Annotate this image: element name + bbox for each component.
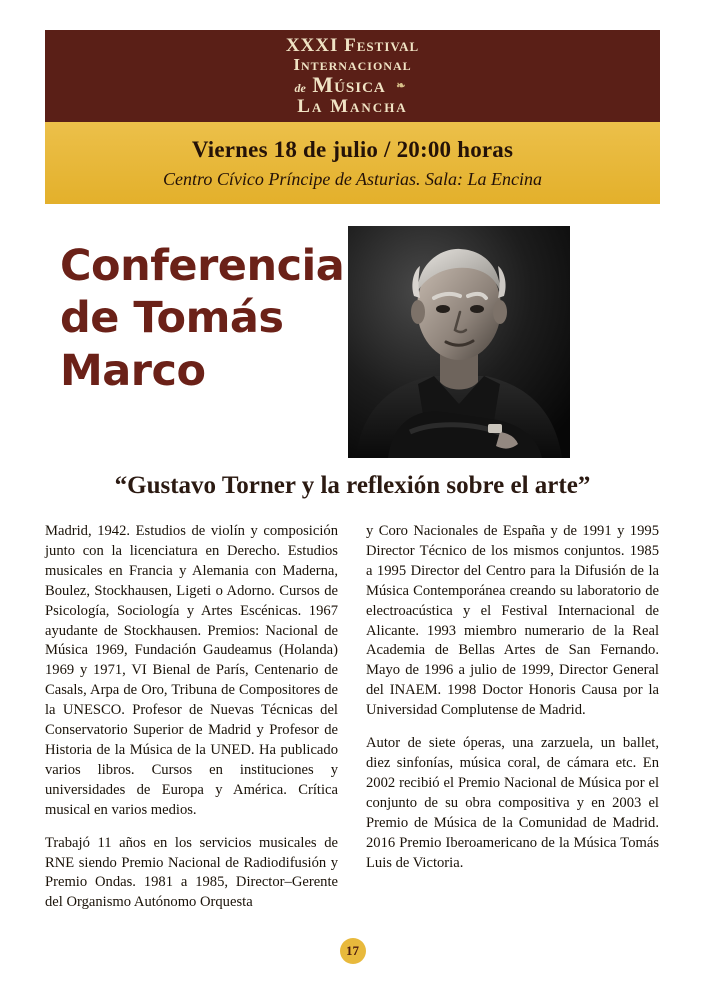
festival-logo-line-3 bbox=[286, 74, 419, 96]
conference-quote-title: “Gustavo Torner y la reflexión sobre el arte” bbox=[114, 472, 591, 499]
page-number-badge: 17 bbox=[340, 938, 366, 964]
festival-logo-musica: Música bbox=[312, 72, 386, 97]
flourish-icon: ❧ bbox=[396, 80, 407, 93]
paragraph: y Coro Nacionales de España y de 1991 y 1995 Director Técnico de los mismos conjuntos. 1985 a 1995 Director del Centro para la Difusión de la Música Contemporánea creando su laboratorio de electroacústica y el Festival Internacional de Alicante. 1993 miembro numerario de la Real Academia de Bellas Artes de San Fernando. Mayo de 1996 a julio de 1999, Director General del INAEM. 1998 Doctor Honoris Causa por la Universidad Complutense de Madrid. bbox=[366, 523, 659, 719]
festival-logo-line-1: XXXI Festival bbox=[285, 35, 420, 56]
title-line-2: de Tomás bbox=[60, 293, 284, 344]
festival-header-banner bbox=[45, 30, 660, 122]
page-title bbox=[60, 240, 345, 397]
paragraph: Autor de siete óperas, una zarzuela, un ballet, diez sinfonías, música coral, de cámara etc. En 2002 recibió el Premio Nacional de Música por el conjunto de su obra compositiva y en 2003 el Premio de Música de la Comunidad de Madrid. 2016 Premio Iberoamericano de la Música Tomás Luis de Victoria. bbox=[366, 735, 659, 871]
event-date: Viernes 18 de julio / 20:00 horas bbox=[191, 136, 514, 162]
festival-logo-line-4: La Mancha bbox=[297, 96, 408, 117]
festival-logo-de: de bbox=[294, 81, 306, 95]
body-column-right bbox=[366, 522, 659, 922]
speaker-portrait bbox=[348, 226, 570, 458]
title-line-1: Conferencia bbox=[60, 241, 345, 291]
festival-logo-line-2: Internacional bbox=[293, 55, 412, 74]
paragraph: Trabajó 11 años en los servicios musicales de RNE siendo Premio Nacional de Radiodifusión y Premio Ondas. 1981 a 1985, Director–Gerente del Organismo Autónomo Orquesta bbox=[45, 834, 338, 911]
body-column-left bbox=[45, 522, 338, 922]
event-date-venue-band bbox=[45, 122, 660, 204]
festival-logo bbox=[286, 36, 419, 116]
portrait-illustration bbox=[348, 226, 570, 458]
event-venue: Centro Cívico Príncipe de Asturias. Sala: La Encina bbox=[163, 168, 542, 189]
title-line-3: Marco bbox=[60, 345, 206, 396]
body-columns bbox=[45, 522, 660, 922]
paragraph: Madrid, 1942. Estudios de violín y composición junto con la licenciatura en Derecho. Estudios musicales en Francia y Alemania con Maderna, Boulez, Stockhausen, Ligeti o Adorno. Cursos de Psicología, Sociología y Artes Escénicas. 1967 ayudante de Stockhausen. Premios: Nacional de Música 1969, Fundación Gaudeamus (Holanda) 1969 y 1971, VI Bienal de París, Centenario de Casals, Arpa de Oro, Tribuna de Compositores de la UNESCO. Profesor de Nuevas Técnicas del Conservatorio Superior de Madrid y Profesor de Historia de la Música de la UNED. Ha publicado varios libros. Cursos en instituciones y universidades de Europa y América. Crítica musical en varios medios. bbox=[45, 523, 338, 818]
